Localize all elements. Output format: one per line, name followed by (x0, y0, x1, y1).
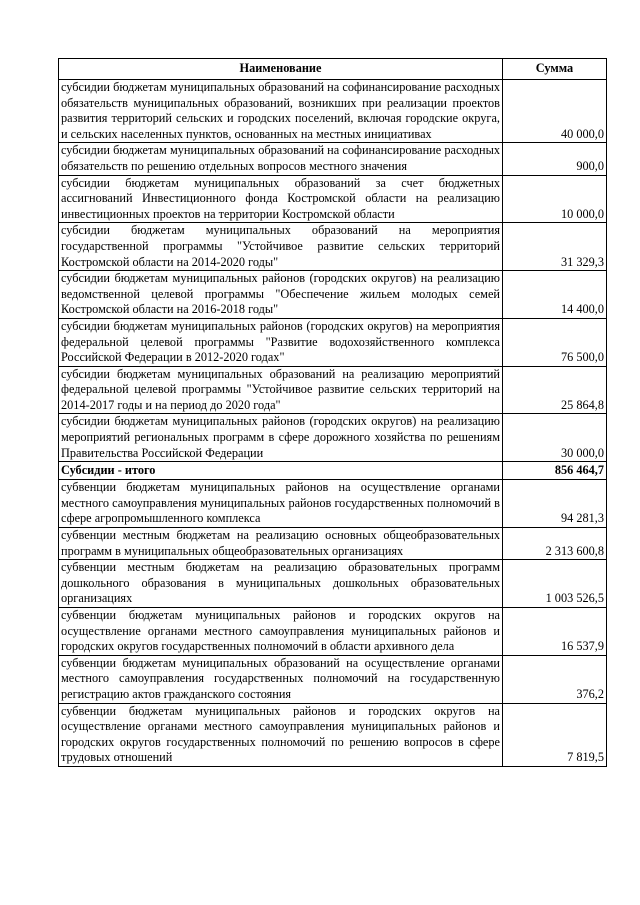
table-row (59, 143, 607, 175)
row-sum: 376,2 (503, 655, 607, 703)
header-name: Наименование (59, 59, 503, 80)
document-page (58, 58, 606, 767)
row-name: субсидии бюджетам муниципальных образований на мероприятия государственной программы "Устойчивое развитие сельских территорий Костромской области на 2014-2020 годы" (59, 223, 503, 271)
row-name: субсидии бюджетам муниципальных районов (городских округов) на реализацию ведомственной целевой программы "Обеспечение жильем молодых семей Костромской области на 2016-2018 годы" (59, 271, 503, 319)
row-sum: 900,0 (503, 143, 607, 175)
row-sum: 7 819,5 (503, 703, 607, 766)
row-sum: 94 281,3 (503, 480, 607, 528)
table-row (59, 366, 607, 414)
table-row (59, 608, 607, 656)
row-sum: 16 537,9 (503, 608, 607, 656)
row-name: субсидии бюджетам муниципальных районов (городских округов) на реализацию мероприятий региональных программ в сфере дорожного хозяйства по решениям Правительства Российской Федерации (59, 414, 503, 462)
total-row (59, 462, 607, 480)
row-sum: 76 500,0 (503, 318, 607, 366)
table-row (59, 223, 607, 271)
row-sum: 2 313 600,8 (503, 528, 607, 560)
table-row (59, 480, 607, 528)
row-sum: 14 400,0 (503, 271, 607, 319)
table-row (59, 560, 607, 608)
row-name: субсидии бюджетам муниципальных районов (городских округов) на мероприятия федеральной целевой программы "Развитие водохозяйственного комплекса Российской Федерации в 2012-2020 годах" (59, 318, 503, 366)
total-sum: 856 464,7 (503, 462, 607, 480)
row-name: субсидии бюджетам муниципальных образований на софинансирование расходных обязательств муниципальных образований, возникших при реализации проектов развития территорий сельских и городских поселений, включая городские округа, и сельских населенных пунктов, основанных на местных инициативах (59, 80, 503, 143)
table-row (59, 528, 607, 560)
row-sum: 25 864,8 (503, 366, 607, 414)
row-sum: 31 329,3 (503, 223, 607, 271)
row-sum: 10 000,0 (503, 175, 607, 223)
row-name: субсидии бюджетам муниципальных образований за счет бюджетных ассигнований Инвестиционного фонда Костромской области на реализацию инвестиционных проектов на территории Костромской области (59, 175, 503, 223)
row-sum: 30 000,0 (503, 414, 607, 462)
table-row (59, 655, 607, 703)
row-name: субсидии бюджетам муниципальных образований на софинансирование расходных обязательств по решению отдельных вопросов местного значения (59, 143, 503, 175)
table-row (59, 175, 607, 223)
table-header-row (59, 59, 607, 80)
row-name: субвенции бюджетам муниципальных районов и городских округов на осуществление органами местного самоуправления муниципальных районов и городских округов государственных полномочий по решению вопросов в сфере трудовых отношений (59, 703, 503, 766)
table-row (59, 318, 607, 366)
row-name: субвенции бюджетам муниципальных образований на осуществление органами местного самоуправления государственных полномочий на государственную регистрацию актов гражданского состояния (59, 655, 503, 703)
row-sum: 40 000,0 (503, 80, 607, 143)
table-row (59, 703, 607, 766)
total-name: Субсидии - итого (59, 462, 503, 480)
row-name: субсидии бюджетам муниципальных образований на реализацию мероприятий федеральной целевой программы "Устойчивое развитие сельских территорий на 2014-2017 годы и на период до 2020 года" (59, 366, 503, 414)
table-row (59, 80, 607, 143)
header-sum: Сумма (503, 59, 607, 80)
row-name: субвенции местным бюджетам на реализацию основных общеобразовательных программ в муниципальных общеобразовательных организациях (59, 528, 503, 560)
row-name: субвенции местным бюджетам на реализацию образовательных программ дошкольного образования в муниципальных дошкольных образовательных организациях (59, 560, 503, 608)
row-name: субвенции бюджетам муниципальных районов и городских округов на осуществление органами местного самоуправления муниципальных районов и городских округов государственных полномочий в области архивного дела (59, 608, 503, 656)
budget-table (58, 58, 607, 767)
table-row (59, 414, 607, 462)
row-sum: 1 003 526,5 (503, 560, 607, 608)
table-row (59, 271, 607, 319)
row-name: субвенции бюджетам муниципальных районов на осуществление органами местного самоуправления муниципальных районов государственных полномочий в сфере агропромышленного комплекса (59, 480, 503, 528)
